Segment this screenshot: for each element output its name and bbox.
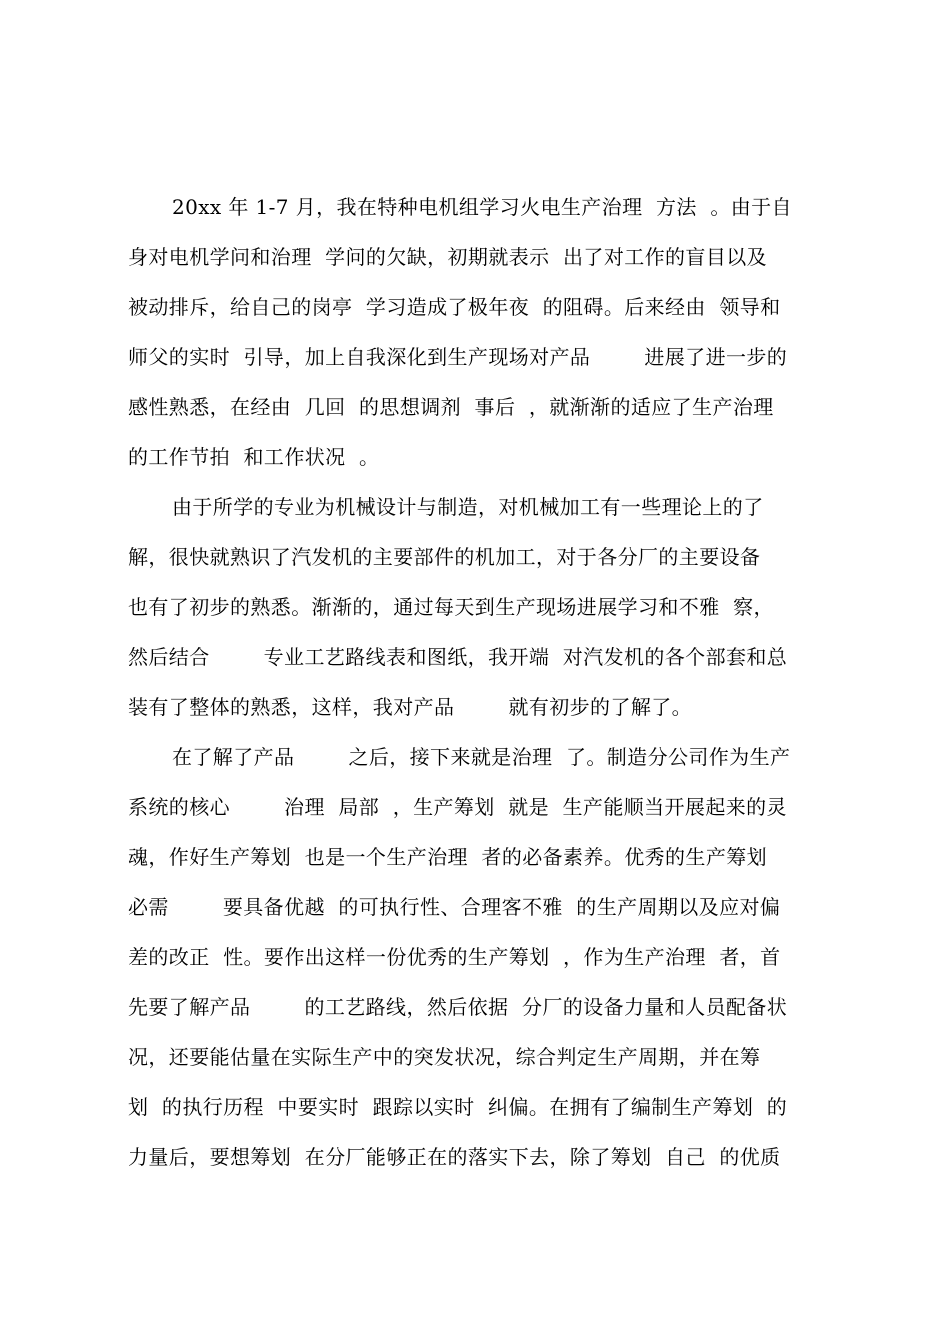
paragraph-2 [128,490,838,740]
text-line: 差的改正 性。要作出这样一份优秀的生产筹划 ，作为生产治理 者，首 [128,945,781,969]
paragraph-1 [128,190,838,490]
text-line: 然后结合 专业工艺路线表和图纸，我开端 对汽发机的各个部套和总 [128,645,788,669]
text-line: 20xx 年 1-7 月，我在特种电机组学习火电生产治理 方法 。由于自 [172,195,792,219]
text-line: 师父的实时 引导，加上自我深化到生产现场对产品 进展了进一步的 [128,345,788,369]
text-line: 身对电机学问和治理 学问的欠缺，初期就表示 出了对工作的盲目以及 [128,245,768,269]
text-line: 也有了初步的熟悉。渐渐的，通过每天到生产现场进展学习和不雅 察， [128,595,774,619]
text-line: 在了解了产品 之后，接下来就是治理 了。制造分公司作为生产 [172,745,791,769]
text-line: 被动排斥，给自己的岗亭 学习造成了极年夜 的阻碍。后来经由 领导和 [128,295,781,319]
text-line: 必需 要具备优越 的可执行性、合理客不雅 的生产周期以及应对偏 [128,895,781,919]
text-line: 的工作节拍 和工作状况 。 [128,445,380,469]
paragraph-3 [128,740,838,1190]
text-line: 先要了解产品 的工艺路线，然后依据 分厂的设备力量和人员配备状 [128,995,788,1019]
text-line: 况，还要能估量在实际生产中的突发状况，综合判定生产周期，并在筹 [128,1045,761,1069]
document-body [128,190,838,1190]
text-line: 解，很快就熟识了汽发机的主要部件的机加工，对于各分厂的主要设备 [128,545,761,569]
text-line: 魂，作好生产筹划 也是一个生产治理 者的必备素养。优秀的生产筹划 [128,845,768,869]
text-line: 力量后，要想筹划 在分厂能够正在的落实下去，除了筹划 自己 的优质 [128,1145,781,1169]
text-line: 装有了整体的熟悉，这样，我对产品 就有初步的了解了。 [128,695,693,719]
text-line: 系统的核心 治理 局部 ，生产筹划 就是 生产能顺当开展起来的灵 [128,795,787,819]
text-line: 感性熟悉，在经由 几回 的思想调剂 事后 ，就渐渐的适应了生产治理 [128,395,774,419]
text-line: 划 的执行历程 中要实时 跟踪以实时 纠偏。在拥有了编制生产筹划 的 [128,1095,788,1119]
text-line: 由于所学的专业为机械设计与制造，对机械加工有一些理论上的了 [172,495,764,519]
